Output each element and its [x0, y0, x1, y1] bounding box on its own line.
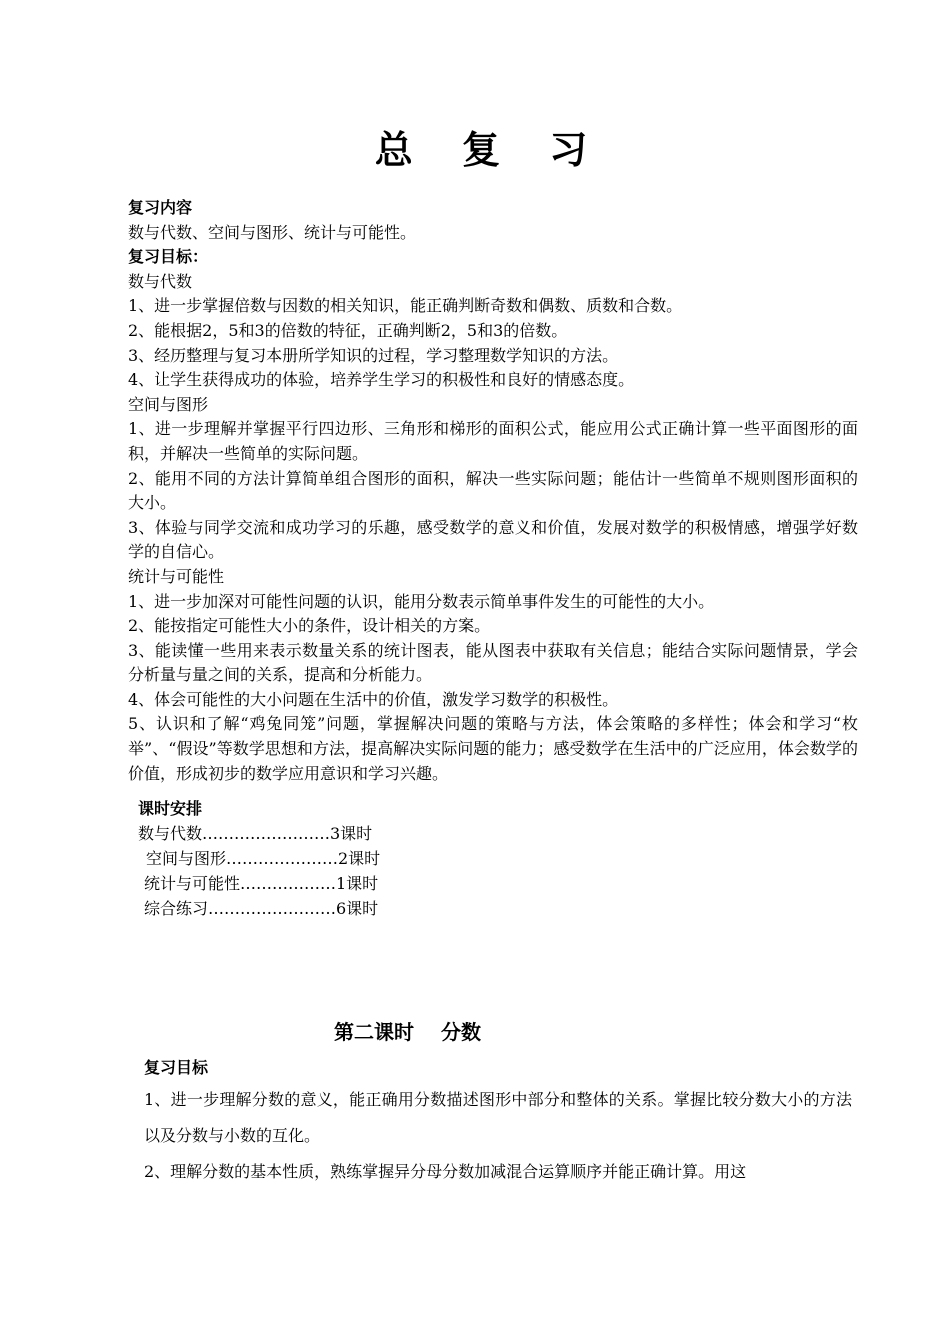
page-title: 总 复 习: [374, 128, 606, 172]
schedule-row: 统计与可能性………………1课时: [144, 874, 379, 893]
goal-item: 1、进一步理解并掌握平行四边形、三角形和梯形的面积公式，能应用公式正确计算一些平面图形的面积，并解决一些简单的实际问题。: [128, 419, 858, 463]
schedule-row: 数与代数……………………3课时: [138, 824, 373, 843]
lesson2-title: 第二课时 分数: [334, 1020, 481, 1044]
goal-item: 1、进一步加深对可能性问题的认识，能用分数表示简单事件发生的可能性的大小。: [128, 591, 715, 611]
schedule-row: 空间与图形…………………2课时: [146, 849, 381, 868]
lesson2-goal-item: 1、进一步理解分数的意义，能正确用分数描述图形中部分和整体的关系。掌握比较分数大小的方法以及分数与小数的互化。: [144, 1090, 852, 1145]
schedule-block: [138, 796, 380, 921]
schedule-heading: 课时安排: [138, 799, 203, 818]
lesson2-goals-heading: 复习目标: [144, 1058, 209, 1077]
lesson2-goal-item: 2、理解分数的基本性质，熟练掌握异分母分数加减混合运算顺序并能正确计算。用这: [144, 1162, 747, 1181]
goal-item: 1、进一步掌握倍数与因数的相关知识，能正确判断奇数和偶数、质数和合数。: [128, 296, 683, 316]
schedule-row: 综合练习……………………6课时: [144, 899, 379, 918]
review-block: [128, 196, 858, 786]
goal-item: 4、体会可能性的大小问题在生活中的价值，激发学习数学的积极性。: [128, 689, 619, 709]
goal-item: 3、经历整理与复习本册所学知识的过程，学习整理数学知识的方法。: [128, 345, 619, 365]
lesson2-block: [144, 1054, 852, 1190]
section-heading-statistics-probability: 统计与可能性: [128, 566, 225, 586]
goal-item: 2、能按指定可能性大小的条件，设计相关的方案。: [128, 616, 491, 636]
section-heading-space-shape: 空间与图形: [128, 394, 209, 414]
goal-item: 3、能读懂一些用来表示数量关系的统计图表，能从图表中获取有关信息；能结合实际问题情景，学会分析量与量之间的关系，提高和分析能力。: [128, 640, 858, 685]
goal-item: 2、能用不同的方法计算简单组合图形的面积，解决一些实际问题；能估计一些简单不规则图形面积的大小。: [128, 468, 858, 513]
goal-item: 2、能根据2，5和3的倍数的特征，正确判断2，5和3的倍数。: [128, 320, 568, 340]
goal-item: 3、体验与同学交流和成功学习的乐趣，感受数学的意义和价值，发展对数学的积极情感，增强学好数学的自信心。: [128, 517, 858, 562]
section-heading-number-algebra: 数与代数: [128, 271, 193, 291]
goal-item: 4、让学生获得成功的体验，培养学生学习的积极性和良好的情感态度。: [128, 370, 635, 390]
goal-item: 5、认识和了解“鸡兔同笼”问题，掌握解决问题的策略与方法，体会策略的多样性；体会和学习“枚举”、“假设”等数学思想和方法，提高解决实际问题的能力；感受数学在生活中的广泛应用，体会数学的价值，形成初步的数学应用意识和学习兴趣。: [128, 714, 858, 783]
review-goals-heading: 复习目标：: [128, 247, 209, 267]
review-content-heading: 复习内容: [128, 198, 193, 217]
review-content-text: 数与代数、空间与图形、统计与可能性。: [128, 222, 417, 242]
